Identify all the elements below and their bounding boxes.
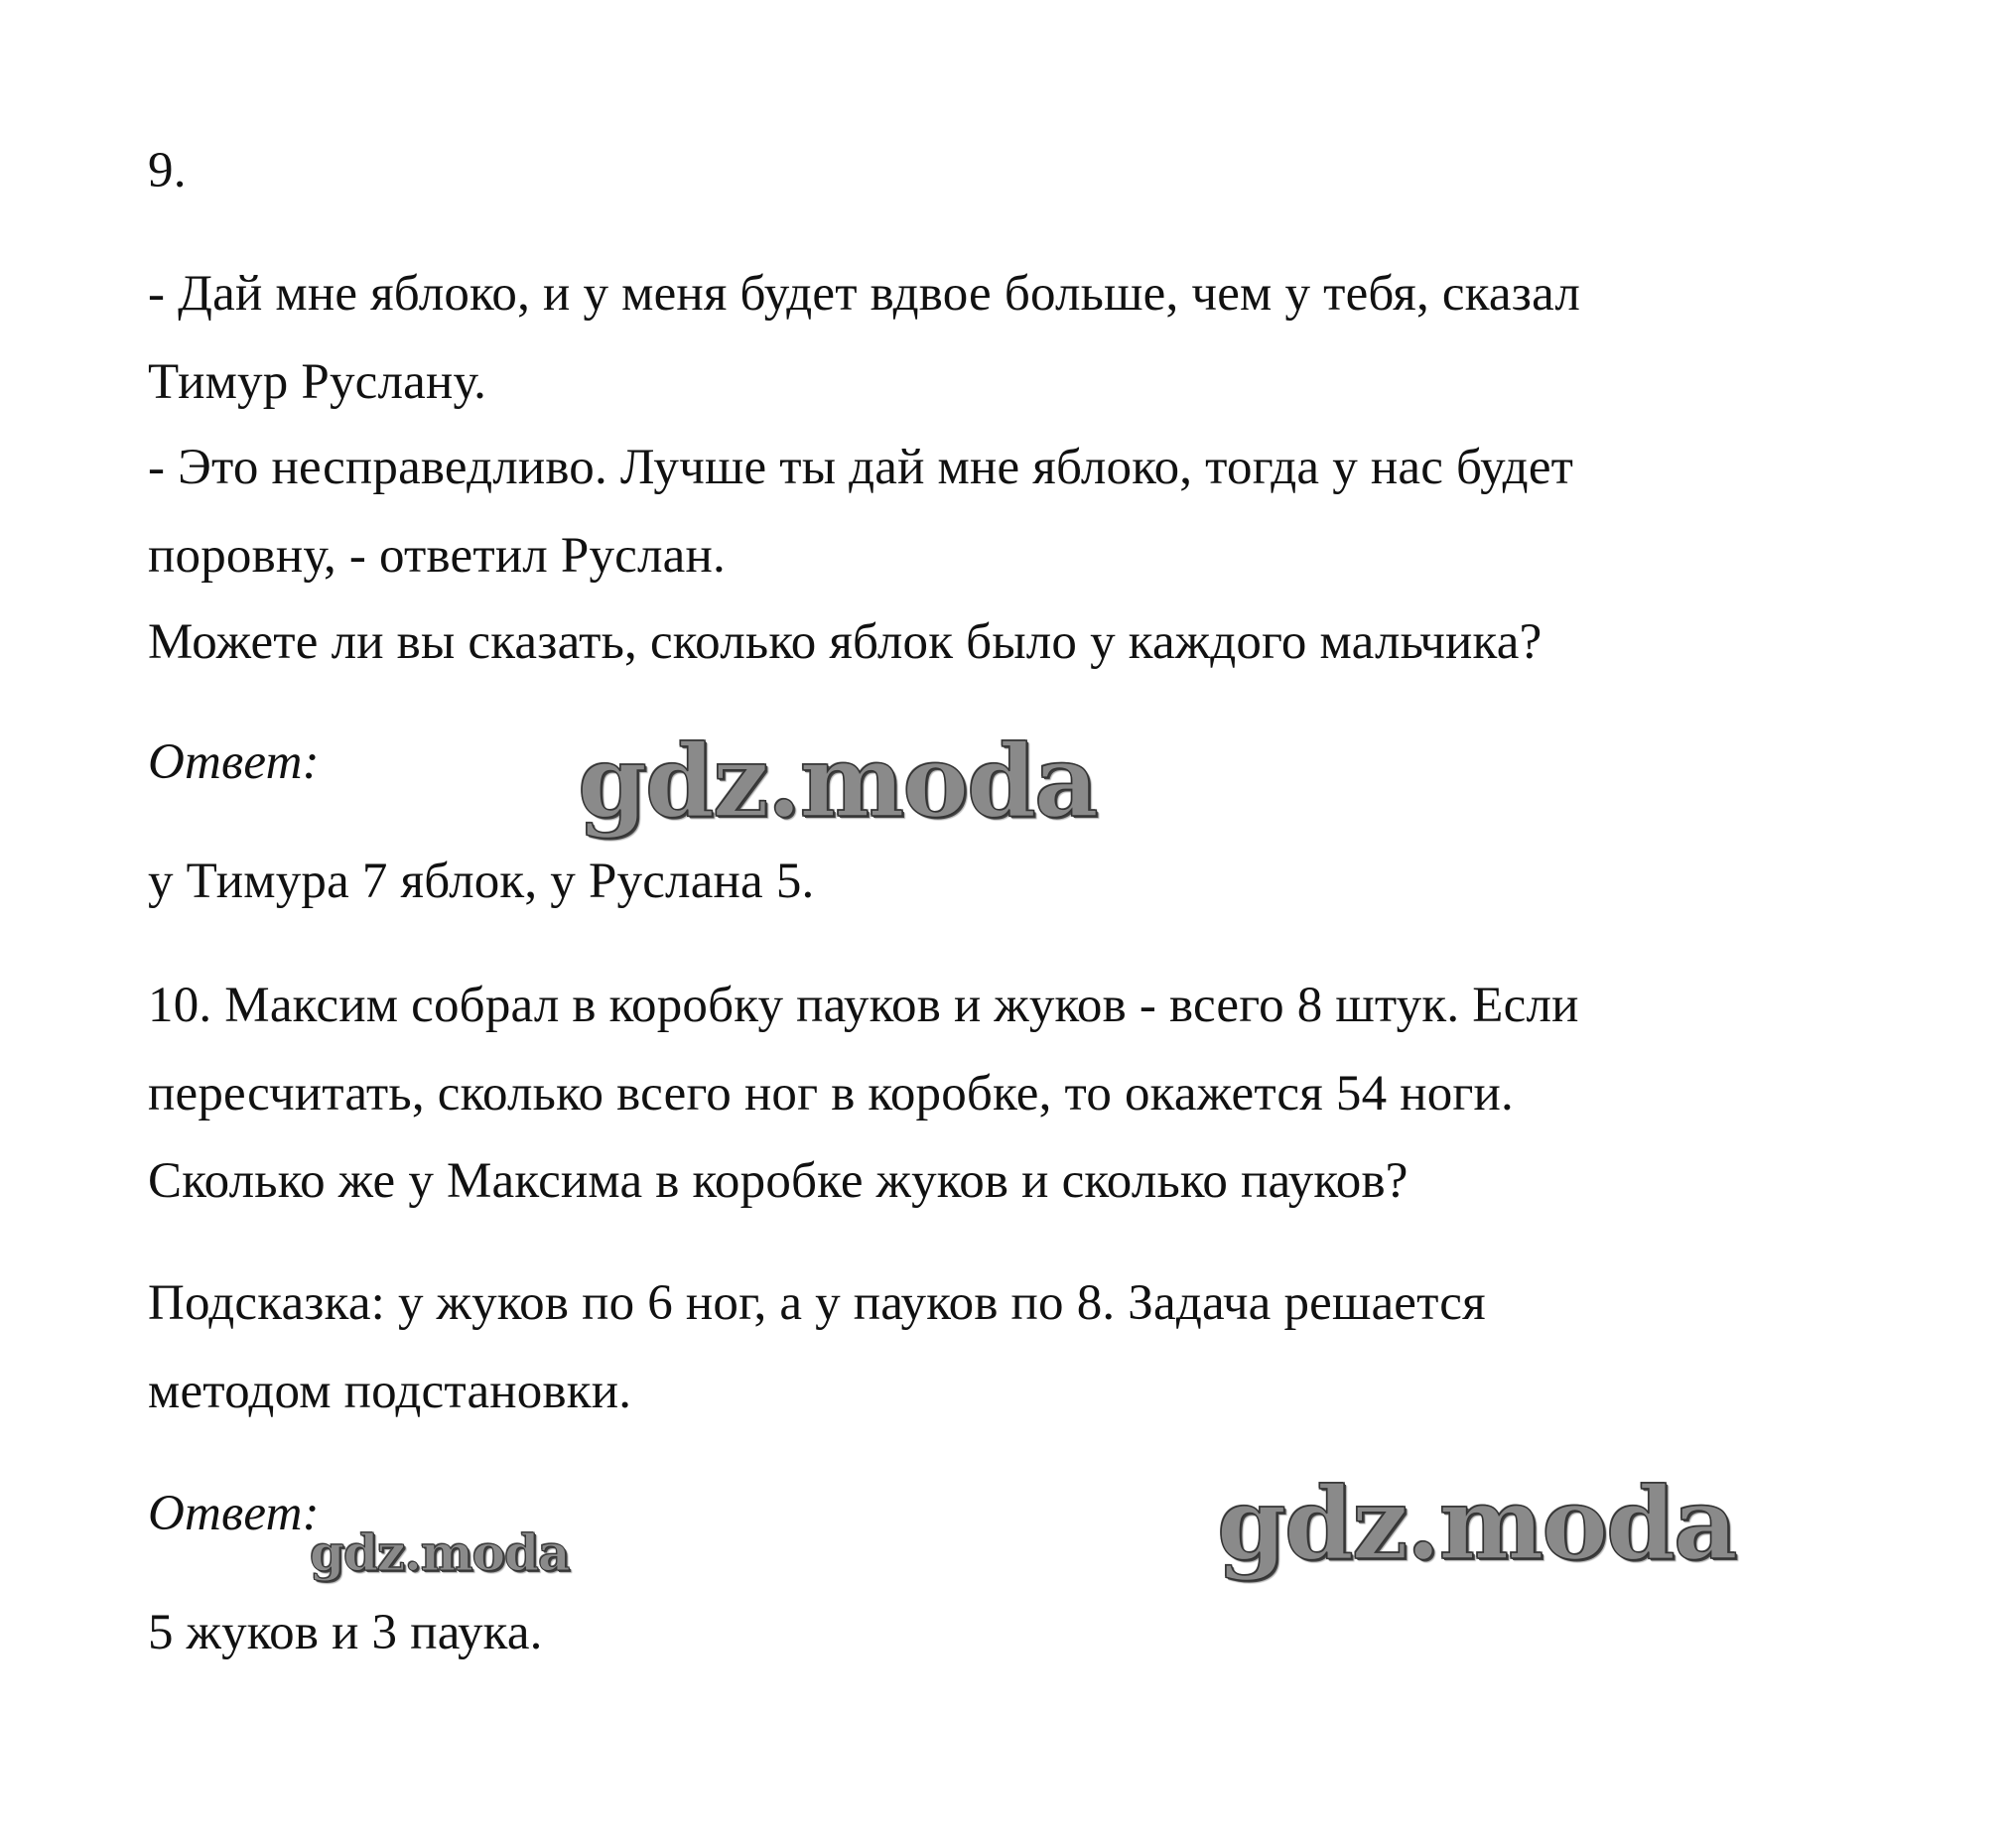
watermark-logo: gdz.moda	[578, 723, 1097, 840]
task-10-answer: 5 жуков и 3 паука.	[148, 1605, 543, 1660]
task-9-text-line-4: поровну, - ответил Руслан.	[148, 528, 726, 584]
task-9-number: 9.	[148, 143, 187, 198]
task-9-text-line-2: Тимур Руслану.	[148, 354, 487, 410]
task-9-question: Можете ли вы сказать, сколько яблок было у каждого мальчика?	[148, 614, 1543, 670]
task-10-text-line-2: пересчитать, сколько всего ног в коробке, то окажется 54 ноги.	[148, 1066, 1514, 1122]
task-10-hint-line-1: Подсказка: у жуков по 6 ног, а у пауков по 8. Задача решается	[148, 1275, 1486, 1331]
task-10-text-line-1: 10. Максим собрал в коробку пауков и жуков - всего 8 штук. Если	[148, 978, 1579, 1033]
watermark-logo-small: gdz.moda	[310, 1523, 570, 1582]
task-9-answer-label: Ответ:	[148, 734, 320, 790]
watermark-logo: gdz.moda	[1217, 1465, 1736, 1582]
task-9-answer: у Тимура 7 яблок, у Руслана 5.	[148, 854, 815, 909]
task-9-text-line-3: - Это несправедливо. Лучше ты дай мне яблоко, тогда у нас будет	[148, 440, 1574, 495]
task-10-answer-label: Ответ:	[148, 1486, 320, 1541]
task-9-text-line-1: - Дай мне яблоко, и у меня будет вдвое больше, чем у тебя, сказал	[148, 266, 1581, 322]
task-10-question: Сколько же у Максима в коробке жуков и сколько пауков?	[148, 1153, 1408, 1209]
task-10-hint-line-2: методом подстановки.	[148, 1364, 632, 1419]
